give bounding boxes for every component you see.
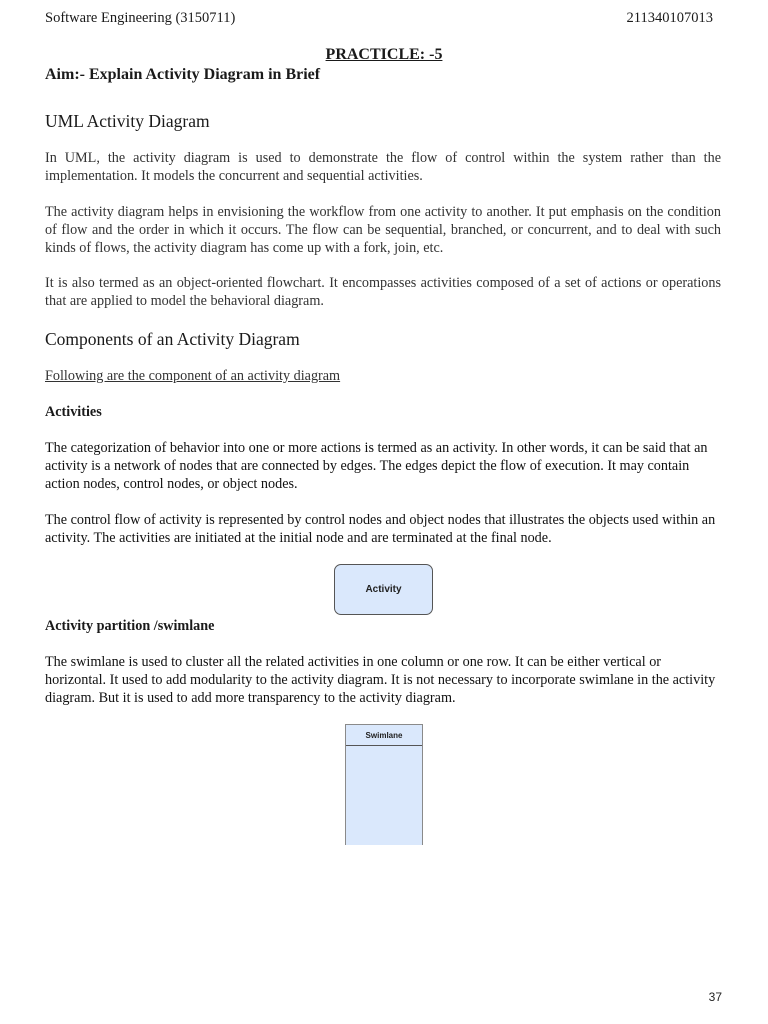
activity-diagram-node xyxy=(334,564,433,615)
paragraph: The categorization of behavior into one or more actions is termed as an activity. In other words, it can be said that an activity is a network of nodes that are connected by edges. The edges depict the flow of execution. It may contain action nodes, control nodes, or object nodes. xyxy=(45,440,708,492)
swimlane-header xyxy=(346,725,422,746)
paragraph: In UML, the activity diagram is used to demonstrate the flow of control within the system rather than the implementation. It models the concurrent and sequential activities. xyxy=(45,150,721,184)
practical-title: PRACTICLE: -5 xyxy=(325,46,443,63)
page-number: 37 xyxy=(708,990,722,1004)
aim: Aim:- Explain Activity Diagram in Brief xyxy=(45,66,321,83)
subheading-activities: Activities xyxy=(45,404,102,420)
subheading-swimlane: Activity partition /swimlane xyxy=(45,618,215,634)
paragraph: The activity diagram helps in envisioning the workflow from one activity to another. It put emphasis on the condition of flow and the order in which it occurs. The flow can be sequential, branched, or concurrent, and to deal with such kinds of flows, the activity diagram has come up with a fork, join, etc. xyxy=(45,204,721,256)
header-enrollment: 211340107013 xyxy=(626,10,713,26)
swimlane-label: Swimlane xyxy=(365,730,403,740)
section-heading-uml-activity-diagram: UML Activity Diagram xyxy=(45,111,210,131)
header-course: Software Engineering (3150711) xyxy=(45,10,236,26)
paragraph: It is also termed as an object-oriented flowchart. It encompasses activities composed of a set of actions or operations that are applied to model the behavioral diagram. xyxy=(45,275,721,309)
section-heading-components: Components of an Activity Diagram xyxy=(45,329,300,349)
activity-node-label: Activity xyxy=(365,584,402,595)
components-intro: Following are the component of an activity diagram xyxy=(45,368,341,384)
paragraph: The swimlane is used to cluster all the related activities in one column or one row. It can be either vertical or horizontal. It used to add modularity to the activity diagram. It is not necessary to incorporate swimlane in the activity diagram. But it is used to add more transparency to the activity diagram. xyxy=(45,654,716,706)
paragraph: The control flow of activity is represented by control nodes and object nodes that illustrates the objects used within an activity. The activities are initiated at the initial node and are terminated at the final node. xyxy=(45,512,716,546)
swimlane-diagram xyxy=(345,724,423,845)
